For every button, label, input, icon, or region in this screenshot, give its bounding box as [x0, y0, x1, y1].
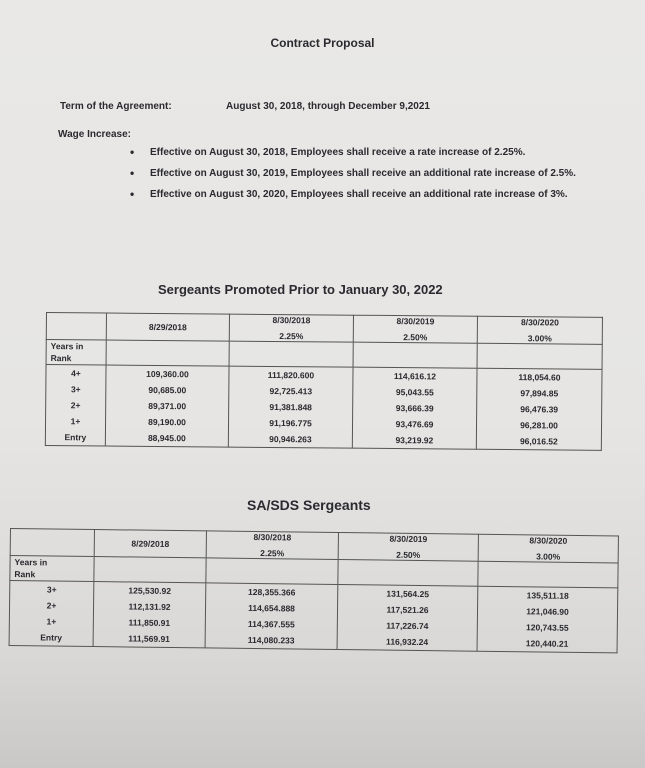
bullet-item: • Effective on August 30, 2019, Employees shall receive an additional rate increase of 2.5%. — [130, 166, 576, 180]
sergeants-salary-table — [45, 312, 603, 451]
column-header: 8/30/2019 2.50% — [338, 533, 478, 562]
column-header: 8/30/2020 3.00% — [478, 534, 618, 563]
document-title: Contract Proposal — [270, 36, 375, 50]
rank-column: 4+ 3+ 2+ 1+ Entry — [45, 365, 106, 447]
salary-column: 128,355.366 114,654.888 114,367.555 114,080.233 — [205, 583, 338, 650]
column-header: 8/29/2018 — [106, 313, 229, 341]
bullet-item: • Effective on August 30, 2018, Employees shall receive a rate increase of 2.25%. — [130, 145, 526, 159]
rank-column: 3+ 2+ 1+ Entry — [9, 581, 94, 647]
table1-heading: Sergeants Promoted Prior to January 30, 2022 — [158, 282, 443, 297]
wage-increase-list — [128, 146, 578, 209]
salary-column: 125,530.92 112,131.92 111,850.91 111,569.91 — [93, 582, 206, 648]
bullet-icon: • — [130, 187, 135, 201]
bullet-icon: • — [130, 145, 135, 159]
salary-column: 114,616.12 95,043.55 93,666.39 93,476.69 93,219.92 — [352, 367, 477, 449]
column-header: 8/30/2019 2.50% — [353, 315, 477, 343]
salary-column: 135,511.18 121,046.90 120,743.55 120,440.21 — [477, 586, 618, 653]
bullet-item: • Effective on August 30, 2020, Employees shall receive an additional rate increase of 3%. — [130, 187, 568, 201]
salary-column: 118,054.60 97,894.85 96,476.39 96,281.00 96,016.52 — [476, 368, 602, 450]
table2-heading: SA/SDS Sergeants — [247, 497, 371, 513]
wage-increase-label: Wage Increase: — [58, 129, 131, 140]
column-header: 8/29/2018 — [94, 530, 206, 558]
salary-column: 131,564.25 117,521.26 117,226.74 116,932.24 — [337, 585, 478, 652]
sa-sds-sergeants-salary-table — [9, 528, 619, 653]
column-header: 8/30/2020 3.00% — [477, 316, 602, 344]
salary-column: 109,360.00 90,685.00 89,371.00 89,190.00 88,945.00 — [105, 365, 229, 447]
table-row — [9, 581, 618, 653]
table-row — [45, 365, 602, 451]
bullet-icon: • — [130, 166, 135, 180]
years-in-rank-label: Years in Rank — [10, 556, 94, 582]
column-header: 8/30/2018 2.25% — [229, 314, 353, 342]
years-in-rank-label: Years in Rank — [46, 340, 106, 366]
term-value: August 30, 2018, through December 9,2021 — [226, 101, 430, 112]
salary-column: 111,820.600 92,725.413 91,381.848 91,196.775 90,946.263 — [228, 366, 353, 448]
column-header: 8/30/2018 2.25% — [206, 531, 338, 560]
term-label: Term of the Agreement: — [60, 101, 172, 112]
